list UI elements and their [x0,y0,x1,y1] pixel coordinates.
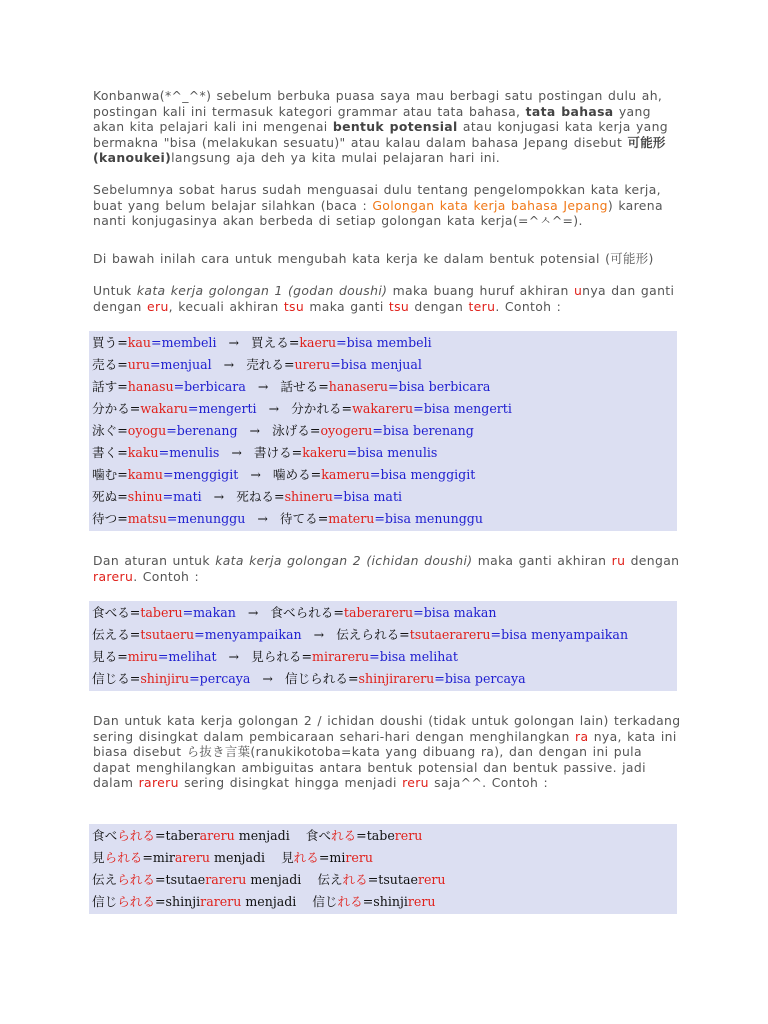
rule-text: Dan aturan untuk [93,553,216,568]
rule-text: Untuk [93,283,137,298]
table-row: 伝える=tsutaeru=menyampaikan → 伝えられる=tsutaerareru=bisa menyampaikan [92,627,629,642]
prerequisite-text: ) karena nanti konjugasinya akan berbeda di setiap golongan kata kerja(=^ㅅ^=). [93,197,663,229]
highlight-tsu: tsu [283,298,305,314]
highlight-reru: reru [402,775,429,791]
rule-text: dengan [409,298,469,314]
arrow-icon: → [228,649,240,664]
rule-text: maka buang huruf akhiran [387,283,574,298]
intro-text: Konbanwa(*^_^*) sebelum berbuka puasa saya mau berbagi satu postingan dulu ah, postingan kali ini termasuk kategori grammar atau tata bahasa, [93,88,663,119]
ichidan-doushi-label: kata kerja golongan 2 (ichidan doushi) [215,553,473,568]
table-row: 買う=kau=membeli → 買える=kaeru=bisa membeli [92,335,432,350]
intro-text: langsung aja deh ya kita mulai pelajaran hari ini. [171,150,501,166]
golongan-kata-kerja-link[interactable]: Golongan kata kerja bahasa Jepang [372,197,608,213]
table-row: 見る=miru=melihat → 見られる=mirareru=bisa melihat [92,649,458,664]
rule-text: sering disingkat hingga menjadi [178,775,403,791]
ranuki-examples-table [89,824,677,914]
intro-text: yang akan kita pelajari kali ini mengenai [93,103,651,135]
arrow-icon: → [228,335,240,350]
highlight-ra: ra [575,728,589,744]
table-row: 待つ=matsu=menunggu → 待てる=materu=bisa menunggu [92,511,483,526]
table-row: 話す=hanasu=berbicara → 話せる=hanaseru=bisa berbicara [92,379,491,394]
intro-paragraph [93,88,683,166]
ichidan-rule-paragraph [93,553,683,584]
arrow-icon: → [249,423,261,438]
highlight-rareru: rareru [93,568,134,584]
arrow-icon: → [257,511,268,526]
arrow-icon: → [223,357,235,372]
highlight-eru: eru [147,298,169,314]
ranuki-paragraph [93,713,683,791]
intro-bold-tata-bahasa: tata bahasa [525,103,614,119]
table-row: 食べられる=taberareru menjadi 食べれる=tabereru [92,828,423,843]
ichidan-examples-table [89,601,677,691]
table-row: 死ぬ=shinu=mati → 死ねる=shineru=bisa mati [92,489,403,504]
rule-text: Dan untuk kata kerja golongan 2 / ichidan doushi (tidak untuk golongan lain) terkadang sering disingkat dalam pembicaraan sehari-hari dengan menghilangkan [93,713,681,744]
godan-examples-table [89,331,677,531]
prerequisite-text: Sebelumnya sobat harus sudah menguasai dulu tentang pengelompokkan kata kerja, buat yang belum belajar silahkan (baca : [93,182,661,213]
godan-rule-paragraph [93,283,683,314]
highlight-rareru: rareru [138,775,179,791]
highlight-ru: ru [611,553,626,568]
table-row: 伝えられる=tsutaerareru menjadi 伝えれる=tsutaereru [92,872,446,887]
table-row: 分かる=wakaru=mengerti → 分かれる=wakareru=bisa mengerti [92,401,512,416]
arrow-icon: → [268,401,280,416]
highlight-teru: teru [468,298,496,314]
intro-text: atau konjugasi kata kerja yang bermakna "bisa (melakukan sesuatu)" atau kalau dalam bahasa Jepang disebut [93,119,668,150]
rule-text: nya dan ganti dengan [93,283,675,314]
rule-text: . Contoh : [133,568,200,584]
intro-bold-kanoukei: 可能形(kanoukei) [93,134,666,166]
rule-text: nya, kata ini biasa disebut ら抜き言葉(ranukikotoba=kata yang dibuang ra), dan dengan ini pula dapat menghilangkan ambiguitas antara bentuk potensial dan bentuk passive. jadi dalam [93,728,677,791]
arrow-icon: → [257,379,269,394]
rule-text: , kecuali akhiran [168,298,284,314]
godan-doushi-label: kata kerja golongan 1 (godan doushi) [136,283,388,298]
howto-paragraph: Di bawah inilah cara untuk mengubah kata kerja ke dalam bentuk potensial (可能形) [93,251,654,266]
arrow-icon: → [250,467,261,482]
arrow-icon: → [262,671,273,686]
table-row: 見られる=mirareru menjadi 見れる=mireru [92,850,373,865]
arrow-icon: → [247,605,259,620]
rule-text: dengan [625,553,680,568]
intro-bold-bentuk-potensial: bentuk potensial [332,119,458,135]
table-row: 信じられる=shinjirareru menjadi 信じれる=shinjireru [92,894,436,909]
highlight-u: u [573,283,583,298]
table-row: 泳ぐ=oyogu=berenang → 泳げる=oyogeru=bisa berenang [92,423,474,438]
highlight-tsu: tsu [388,298,410,314]
arrow-icon: → [213,489,225,504]
arrow-icon: → [313,627,325,642]
table-row: 書く=kaku=menulis → 書ける=kakeru=bisa menulis [92,445,438,460]
arrow-icon: → [231,445,242,460]
table-row: 噛む=kamu=menggigit → 噛める=kameru=bisa menggigit [92,467,476,482]
table-row: 売る=uru=menjual → 売れる=ureru=bisa menjual [92,357,422,372]
rule-text: maka ganti [304,298,389,314]
table-row: 食べる=taberu=makan → 食べられる=taberareru=bisa makan [92,605,497,620]
table-row: 信じる=shinjiru=percaya → 信じられる=shinjirareru=bisa percaya [92,671,526,686]
rule-text: saja^^. Contoh : [428,775,548,791]
prerequisite-paragraph [93,182,683,229]
rule-text: maka ganti akhiran [472,553,612,568]
rule-text: . Contoh : [495,298,562,314]
